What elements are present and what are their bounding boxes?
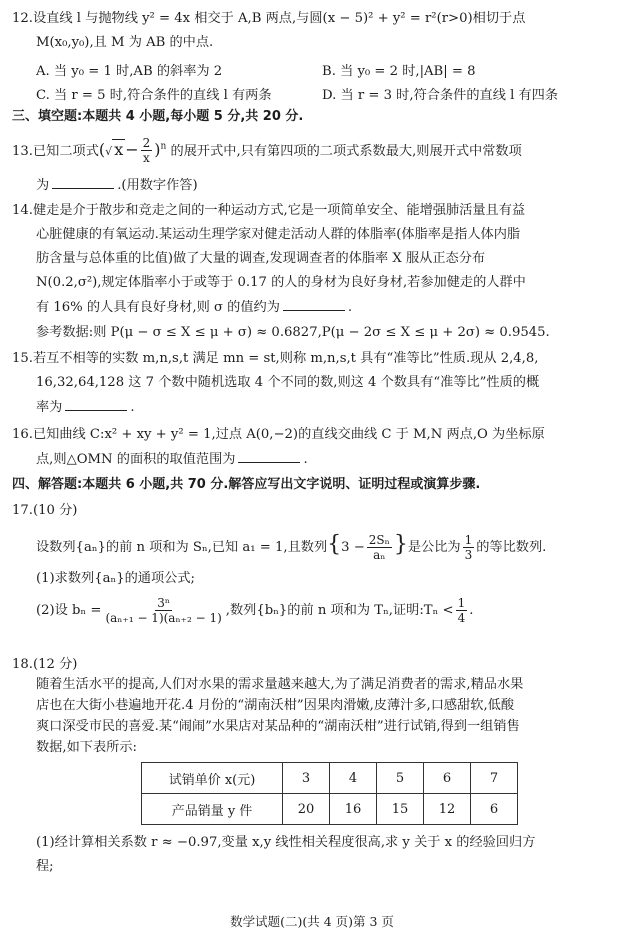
q18-part1-line1: (1)经计算相关系数 r ≈ −0.97,变量 x,y 线性相关程度很高,求 y 关于 x 的经验回归方 (36, 835, 536, 850)
q13-line2-prefix: 为 (36, 178, 50, 193)
q17-stem: 设数列{aₙ}的前 n 项和为 Sₙ,已知 a₁ = 1,且数列{3 − $\frac{\text{2Sₙ}}{\text{aₙ}}$ }是公比为 $\frac{1}{3}$ 的等比数列. (36, 532, 547, 562)
q12-line2: M(x₀,y₀),且 M 为 AB 的中点. (36, 35, 214, 50)
q13-fraction (141, 136, 153, 165)
q13-frac-den: x (143, 151, 150, 165)
q14-line2: 心脏健康的有氧运动.某运动生理学家对健走活动人群的体脂率(体脂率是指人体内脂 (36, 227, 521, 242)
q14-line5-prefix: 有 16% 的人具有良好身材,则 σ 的值约为 (36, 300, 280, 315)
table-cell: 15 (377, 794, 424, 825)
q15-line2: 16,32,64,128 这 7 个数中随机选取 4 个不同的数,则这 4 个数具有“准等比”性质的概 (36, 375, 540, 390)
q17-part2 (36, 594, 612, 632)
q14-reference-data: 参考数据:则 P(μ − σ ≤ X ≤ μ + σ) ≈ 0.6827,P(μ − 2σ ≤ X ≤ μ + 2σ) ≈ 0.9545. (36, 325, 550, 340)
q15-line3-suffix: . (130, 400, 135, 415)
q13-frac-num: 2 (142, 136, 151, 150)
q17-bound-den: 4 (457, 611, 466, 625)
q12-line1: 12.设直线 l 与抛物线 y² = 4x 相交于 A,B 两点,与圆(x − 5)² + y² = r²(r>0)相切于点 (12, 11, 526, 26)
q17-ratio-den: 3 (464, 548, 473, 562)
q18-line2: 店也在大街小巷遍地开花.4 月份的“湖南沃柑”因果肉滑嫩,皮薄汁多,口感甜软,低酸 (36, 698, 515, 713)
table-row-sales (142, 794, 518, 825)
q13-line2-suffix: .(用数字作答) (117, 178, 198, 193)
q14-line5-suffix: . (347, 300, 353, 315)
q17-stem-suffix: 的等比数列. (476, 540, 547, 555)
q17-heading: 17.(10 分) (12, 503, 78, 518)
q17-bound-num: 1 (457, 596, 466, 610)
q15-line1: 15.若互不相等的实数 m,n,s,t 满足 mn = st,则称 m,n,s,t 具有“准等比”性质.现从 2,4,8, (12, 351, 539, 366)
q13-line1 (12, 136, 612, 166)
table-cell: 12 (424, 794, 471, 825)
table-cell: 3 (283, 763, 330, 794)
page-footer: 数学试题(二)(共 4 页)第 3 页 (230, 914, 394, 929)
q13-prefix: 13.已知二项式 (12, 144, 99, 159)
q15-line3-prefix: 率为 (36, 400, 63, 415)
q17-seq-num: 2Sₙ (368, 533, 390, 547)
q13-binomial-expression: (√ x − $\frac{2}{x}$ )$^n$ (98, 136, 167, 165)
q17-bn-fraction (103, 596, 223, 625)
table-header-price: 试销单价 x(元) (142, 763, 283, 794)
q18-part1-line2: 程; (36, 859, 54, 874)
q17-bn-den: (aₙ₊₁ − 1)(aₙ₊₂ − 1) (105, 611, 222, 625)
q13-answer-blank[interactable] (52, 176, 114, 189)
q17-part2-mid: ,数列{bₙ}的前 n 项和为 Tₙ,证明:Tₙ < (225, 603, 454, 618)
table-cell: 7 (471, 763, 518, 794)
q16-answer-blank[interactable] (238, 450, 300, 463)
q15-answer-blank[interactable] (65, 398, 127, 411)
q12-option-b: B. 当 y₀ = 2 时,|AB| = 8 (322, 64, 476, 79)
q17-part2-prefix: (2)设 bₙ = (36, 603, 102, 618)
table-cell: 20 (283, 794, 330, 825)
q16-line2-suffix: . (303, 452, 308, 467)
q13-minus: − (125, 140, 139, 159)
sales-data-table (141, 762, 518, 825)
q17-seq-prefix: 3 − (341, 540, 365, 555)
q12-option-a: A. 当 y₀ = 1 时,AB 的斜率为 2 (36, 64, 223, 79)
q13-sqrt-x: x (114, 140, 124, 159)
q17-stem-mid: 是公比为 (407, 540, 461, 555)
q17-part1: (1)求数列{aₙ}的通项公式; (36, 571, 195, 586)
q15-line3 (36, 398, 612, 417)
q17-bound-fraction (456, 596, 468, 625)
table-header-sales: 产品销量 y 件 (142, 794, 283, 825)
table-cell: 16 (330, 794, 377, 825)
q13-text: 的展开式中,只有第四项的二项式系数最大,则展开式中常数项 (170, 144, 522, 159)
q16-line2 (36, 450, 612, 469)
q18-heading: 18.(12 分) (12, 657, 78, 672)
q18-line1: 随着生活水平的提高,人们对水果的需求量越来越大,为了满足消费者的需求,精品水果 (36, 677, 524, 692)
q17-bn-num: 3ⁿ (157, 596, 171, 610)
q16-line1: 16.已知曲线 C:x² + xy + y² = 1,过点 A(0,−2)的直线交曲线 C 于 M,N 两点,O 为坐标原 (12, 427, 545, 442)
q16-line2-prefix: 点,则△OMN 的面积的取值范围为 (36, 452, 236, 467)
q17-seq-den: aₙ (373, 548, 386, 562)
q13-line2 (36, 176, 612, 195)
q14-line1: 14.健走是介于散步和竞走之间的一种运动方式,它是一项简单安全、能增强肺活量且有益 (12, 203, 526, 218)
q14-line3: 肪含量与总体重的比值)做了大量的调查,发现调查者的体脂率 X 服从正态分布 (36, 251, 486, 266)
q14-line4: N(0.2,σ²),规定体脂率小于或等于 0.17 的人的身材为良好身材,若参加健走的人群中 (36, 275, 526, 290)
q17-ratio-fraction (463, 533, 475, 562)
q12-option-c: C. 当 r = 5 时,符合条件的直线 l 有两条 (36, 88, 272, 103)
table-row-price (142, 763, 518, 794)
q18-line3: 爽口深受市民的喜爱.某“闹闹”水果店对某品种的“湖南沃柑”进行试销,得到一组销售 (36, 719, 520, 734)
section-4-heading: 四、解答题:本题共 6 小题,共 70 分.解答应写出文字说明、证明过程或演算步骤. (12, 477, 481, 492)
q17-ratio-num: 1 (464, 533, 473, 547)
q14-line5 (36, 298, 612, 317)
q17-stem-prefix: 设数列{aₙ}的前 n 项和为 Sₙ,已知 a₁ = 1,且数列 (36, 540, 328, 555)
table-cell: 6 (424, 763, 471, 794)
section-3-heading: 三、填空题:本题共 4 小题,每小题 5 分,共 20 分. (12, 109, 304, 124)
q17-seq-fraction (367, 533, 392, 562)
q14-answer-blank[interactable] (283, 298, 345, 311)
table-cell: 5 (377, 763, 424, 794)
q12-option-d: D. 当 r = 3 时,符合条件的直线 l 有四条 (322, 88, 559, 103)
table-cell: 4 (330, 763, 377, 794)
q13-exponent: n (160, 141, 167, 152)
q18-line4: 数据,如下表所示: (36, 740, 137, 755)
q17-part2-end: . (469, 603, 474, 618)
table-cell: 6 (471, 794, 518, 825)
